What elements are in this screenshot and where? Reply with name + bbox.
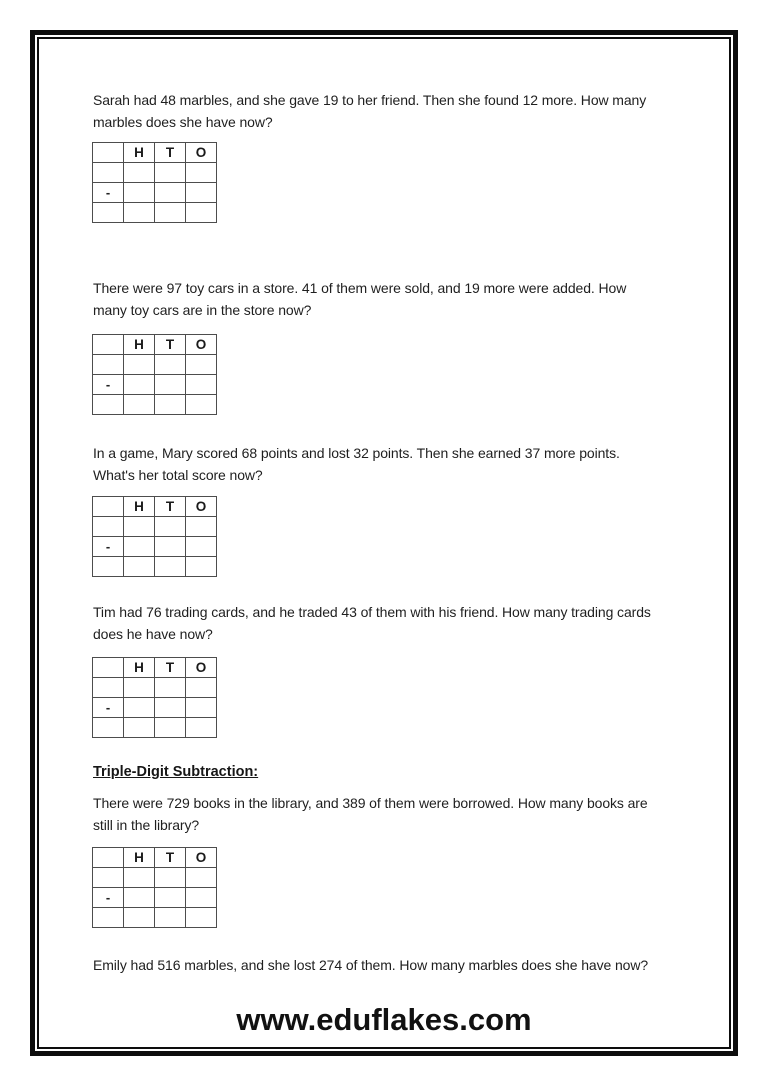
problem-2-line-2: many toy cars are in the store now? bbox=[93, 302, 312, 318]
table-cell bbox=[124, 698, 155, 718]
table-corner-cell bbox=[93, 848, 124, 868]
ones-header-cell: O bbox=[186, 143, 217, 163]
table-cell bbox=[124, 908, 155, 928]
table-cell bbox=[186, 888, 217, 908]
tens-header-cell: T bbox=[155, 335, 186, 355]
problem-5-text bbox=[93, 792, 648, 836]
problem-2-line-1: There were 97 toy cars in a store. 41 of them were sold, and 19 more were added. How bbox=[93, 280, 627, 296]
table-cell bbox=[93, 163, 124, 183]
table-cell bbox=[124, 517, 155, 537]
hundreds-header-cell: H bbox=[124, 848, 155, 868]
table-cell bbox=[155, 355, 186, 375]
minus-sign-cell: - bbox=[93, 698, 124, 718]
table-cell bbox=[93, 517, 124, 537]
table-cell bbox=[124, 718, 155, 738]
section-heading-triple-digit-subtraction: Triple-Digit Subtraction: bbox=[93, 764, 259, 780]
table-cell bbox=[93, 908, 124, 928]
problem-4-text bbox=[93, 601, 651, 645]
table-cell bbox=[124, 355, 155, 375]
table-cell bbox=[93, 557, 124, 577]
table-corner-cell bbox=[93, 658, 124, 678]
table-cell bbox=[93, 395, 124, 415]
table-cell bbox=[124, 375, 155, 395]
table-cell bbox=[155, 183, 186, 203]
hto-table-5 bbox=[92, 847, 217, 928]
table-cell bbox=[124, 868, 155, 888]
ones-header-cell: O bbox=[186, 848, 217, 868]
table-cell bbox=[124, 183, 155, 203]
table-cell bbox=[93, 718, 124, 738]
problem-1-line-2: marbles does she have now? bbox=[93, 114, 273, 130]
table-cell bbox=[186, 698, 217, 718]
table-cell bbox=[93, 868, 124, 888]
table-cell bbox=[186, 908, 217, 928]
hto-table-4 bbox=[92, 657, 217, 738]
minus-sign-cell: - bbox=[93, 375, 124, 395]
table-cell bbox=[155, 698, 186, 718]
problem-3-line-2: What's her total score now? bbox=[93, 467, 263, 483]
problem-6-text bbox=[93, 954, 648, 976]
table-cell bbox=[155, 888, 186, 908]
hundreds-header-cell: H bbox=[124, 335, 155, 355]
problem-3-line-1: In a game, Mary scored 68 points and lost 32 points. Then she earned 37 more points. bbox=[93, 445, 620, 461]
table-cell bbox=[93, 678, 124, 698]
table-cell bbox=[155, 678, 186, 698]
ones-header-cell: O bbox=[186, 497, 217, 517]
table-cell bbox=[186, 868, 217, 888]
table-cell bbox=[155, 517, 186, 537]
table-cell bbox=[186, 517, 217, 537]
table-cell bbox=[124, 888, 155, 908]
table-cell bbox=[186, 718, 217, 738]
table-cell bbox=[124, 557, 155, 577]
table-cell bbox=[186, 395, 217, 415]
problem-5-line-2: still in the library? bbox=[93, 817, 200, 833]
table-cell bbox=[155, 163, 186, 183]
footer-site-url: www.eduflakes.com bbox=[236, 1002, 532, 1037]
tens-header-cell: T bbox=[155, 658, 186, 678]
table-cell bbox=[93, 355, 124, 375]
tens-header-cell: T bbox=[155, 143, 186, 163]
minus-sign-cell: - bbox=[93, 888, 124, 908]
table-cell bbox=[186, 678, 217, 698]
problem-3-text bbox=[93, 442, 620, 486]
table-cell bbox=[186, 183, 217, 203]
table-cell bbox=[124, 678, 155, 698]
table-cell bbox=[155, 537, 186, 557]
table-cell bbox=[155, 395, 186, 415]
table-cell bbox=[155, 908, 186, 928]
problem-4-line-1: Tim had 76 trading cards, and he traded 43 of them with his friend. How many trading cards bbox=[93, 604, 651, 620]
table-corner-cell bbox=[93, 335, 124, 355]
table-cell bbox=[124, 203, 155, 223]
hto-table-1 bbox=[92, 142, 217, 223]
hto-table-3 bbox=[92, 496, 217, 577]
table-cell bbox=[93, 203, 124, 223]
table-cell bbox=[186, 375, 217, 395]
problem-5-line-1: There were 729 books in the library, and 389 of them were borrowed. How many books are bbox=[93, 795, 648, 811]
problem-1-text bbox=[93, 89, 646, 133]
table-cell bbox=[186, 537, 217, 557]
problem-1-line-1: Sarah had 48 marbles, and she gave 19 to her friend. Then she found 12 more. How many bbox=[93, 92, 647, 108]
table-cell bbox=[155, 718, 186, 738]
table-corner-cell bbox=[93, 143, 124, 163]
table-cell bbox=[186, 163, 217, 183]
minus-sign-cell: - bbox=[93, 183, 124, 203]
table-cell bbox=[155, 868, 186, 888]
table-cell bbox=[124, 395, 155, 415]
hundreds-header-cell: H bbox=[124, 658, 155, 678]
problem-4-line-2: does he have now? bbox=[93, 626, 213, 642]
tens-header-cell: T bbox=[155, 497, 186, 517]
ones-header-cell: O bbox=[186, 658, 217, 678]
hto-table-2 bbox=[92, 334, 217, 415]
table-corner-cell bbox=[93, 497, 124, 517]
hundreds-header-cell: H bbox=[124, 497, 155, 517]
problem-6-line-1: Emily had 516 marbles, and she lost 274 of them. How many marbles does she have now? bbox=[93, 957, 649, 973]
table-cell bbox=[124, 163, 155, 183]
hundreds-header-cell: H bbox=[124, 143, 155, 163]
table-cell bbox=[186, 557, 217, 577]
tens-header-cell: T bbox=[155, 848, 186, 868]
table-cell bbox=[186, 203, 217, 223]
table-cell bbox=[155, 203, 186, 223]
table-cell bbox=[186, 355, 217, 375]
minus-sign-cell: - bbox=[93, 537, 124, 557]
problem-2-text bbox=[93, 277, 626, 321]
table-cell bbox=[124, 537, 155, 557]
table-cell bbox=[155, 375, 186, 395]
ones-header-cell: O bbox=[186, 335, 217, 355]
table-cell bbox=[155, 557, 186, 577]
